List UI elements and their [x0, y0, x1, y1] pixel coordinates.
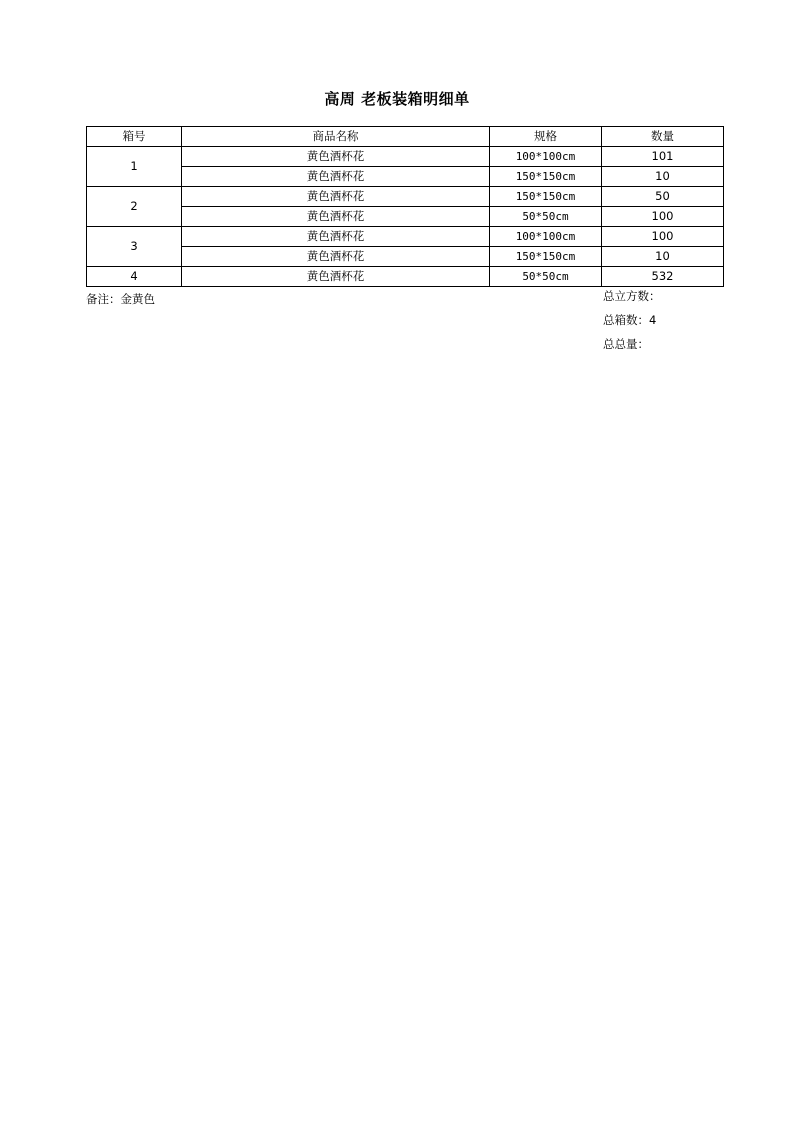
- table-row: [87, 207, 724, 227]
- quantity-cell: 532: [602, 267, 724, 287]
- header-product-name: 商品名称: [182, 127, 490, 147]
- document-title: 高周 老板装箱明细单: [324, 90, 470, 108]
- spec-cell: 150*150cm: [490, 247, 602, 267]
- table-header-row: [87, 127, 724, 147]
- summary-block: [603, 289, 661, 361]
- product-name-cell: 黄色酒杯花: [182, 187, 490, 207]
- product-name-cell: 黄色酒杯花: [182, 167, 490, 187]
- total-boxes-label: 总箱数：4: [603, 313, 657, 327]
- remarks-note: 备注：金黄色: [86, 292, 155, 306]
- total-volume-label: 总立方数：: [603, 289, 661, 303]
- spec-cell: 150*150cm: [490, 167, 602, 187]
- table-row: [87, 187, 724, 207]
- spec-cell: 50*50cm: [490, 207, 602, 227]
- product-name-cell: 黄色酒杯花: [182, 147, 490, 167]
- box-number-cell: 3: [87, 227, 182, 267]
- header-quantity: 数量: [602, 127, 724, 147]
- spec-cell: 100*100cm: [490, 147, 602, 167]
- spec-cell: 50*50cm: [490, 267, 602, 287]
- quantity-cell: 10: [602, 247, 724, 267]
- spec-cell: 100*100cm: [490, 227, 602, 247]
- box-number-cell: 1: [87, 147, 182, 187]
- product-name-cell: 黄色酒杯花: [182, 267, 490, 287]
- box-number-cell: 2: [87, 187, 182, 227]
- header-specification: 规格: [490, 127, 602, 147]
- quantity-cell: 100: [602, 207, 724, 227]
- table-row: [87, 147, 724, 167]
- product-name-cell: 黄色酒杯花: [182, 207, 490, 227]
- table-row: [87, 227, 724, 247]
- table-row: [87, 167, 724, 187]
- product-name-cell: 黄色酒杯花: [182, 227, 490, 247]
- box-number-cell: 4: [87, 267, 182, 287]
- quantity-cell: 50: [602, 187, 724, 207]
- total-weight-label: 总总量：: [603, 337, 649, 351]
- spec-cell: 150*150cm: [490, 187, 602, 207]
- table-row: [87, 267, 724, 287]
- product-name-cell: 黄色酒杯花: [182, 247, 490, 267]
- table-row: [87, 247, 724, 267]
- packing-list-table: [86, 126, 724, 287]
- quantity-cell: 101: [602, 147, 724, 167]
- quantity-cell: 100: [602, 227, 724, 247]
- header-box-number: 箱号: [87, 127, 182, 147]
- quantity-cell: 10: [602, 167, 724, 187]
